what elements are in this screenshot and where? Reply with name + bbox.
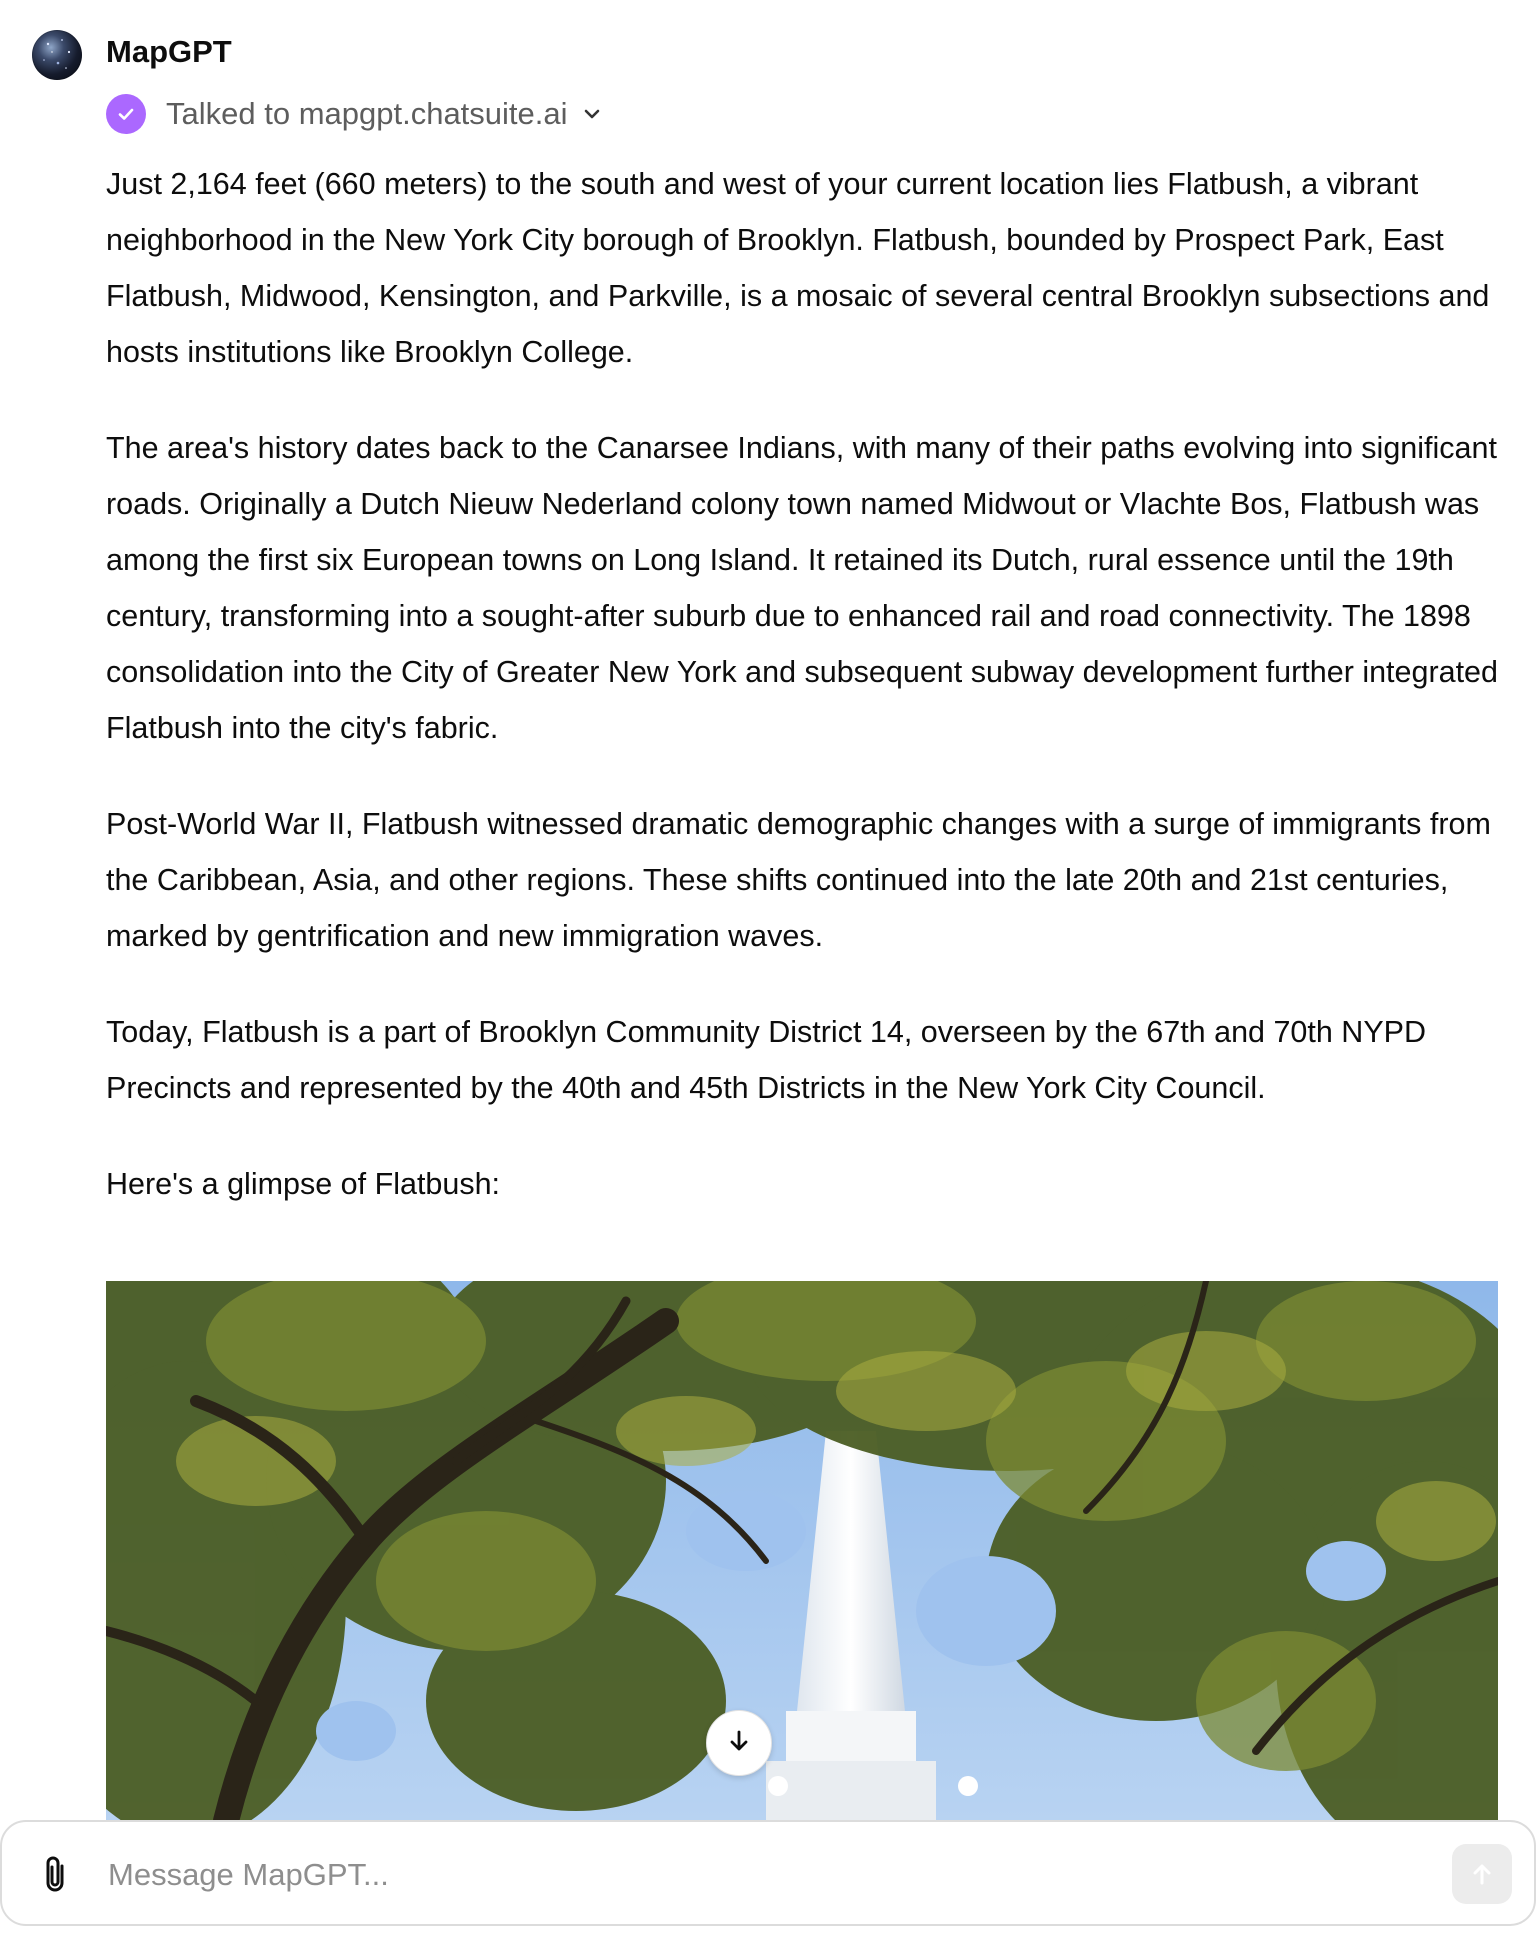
tool-call-label: Talked to mapgpt.chatsuite.ai (166, 96, 568, 131)
assistant-message (106, 156, 1504, 1252)
scroll-down-button[interactable] (706, 1710, 772, 1776)
avatar (32, 30, 82, 80)
message-paragraph: Today, Flatbush is a part of Brooklyn Community District 14, overseen by the 67th and 70th NYPD Precincts and represented by the 40th and 45th Districts in the New York City Council. (106, 1015, 1427, 1105)
arrow-down-icon (725, 1727, 753, 1760)
message-composer (0, 1820, 1536, 1926)
message-paragraph: Just 2,164 feet (660 meters) to the south and west of your current location lies Flatbush, a vibrant neighborhood in the New York City borough of Brooklyn. Flatbush, bounded by Prospect Park, East Flatbush, Midwood, Kensington, and Parkville, is a mosaic of several central Brooklyn subsections and hosts institutions like Brooklyn College. (106, 167, 1490, 369)
message-paragraph: Here's a glimpse of Flatbush: (106, 1167, 501, 1201)
message-paragraph: The area's history dates back to the Canarsee Indians, with many of their paths evolving into significant roads. Originally a Dutch Nieuw Nederland colony town named Midwout or Vlachte Bos, Flatbush was among the first six European towns on Long Island. It retained its Dutch, rural essence until the 19th century, transforming into a sought-after suburb due to enhanced rail and road connectivity. The 1898 consolidation into the City of Greater New York and subsequent subway development further integrated Flatbush into the city's fabric. (106, 431, 1498, 745)
chevron-down-icon[interactable] (582, 104, 602, 124)
check-icon (106, 94, 146, 134)
arrow-up-icon (1467, 1859, 1497, 1889)
paperclip-icon[interactable] (36, 1852, 74, 1896)
send-button[interactable] (1452, 1844, 1512, 1904)
assistant-name: MapGPT (106, 34, 232, 69)
tool-call-toggle[interactable] (106, 94, 602, 134)
flatbush-photo (106, 1281, 1498, 1821)
message-paragraph: Post-World War II, Flatbush witnessed dramatic demographic changes with a surge of immigrants from the Caribbean, Asia, and other regions. These shifts continued into the late 20th and 21st centuries, marked by gentrification and new immigration waves. (106, 807, 1491, 953)
message-input[interactable] (106, 1844, 1410, 1906)
